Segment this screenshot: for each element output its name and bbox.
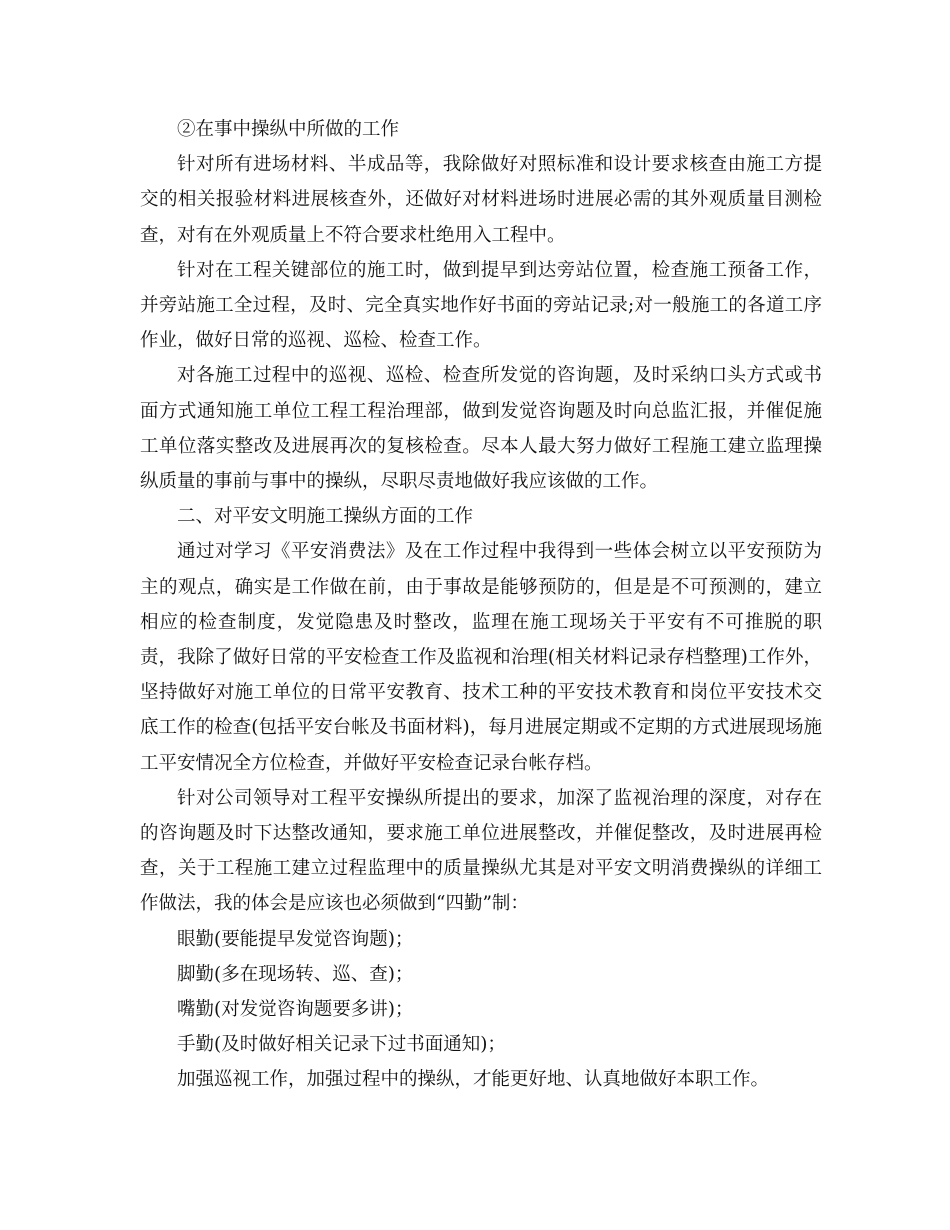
list-item-foot-diligence: 脚勤(多在现场转、巡、查)； [177,963,414,985]
paragraph-closing-statement: 加强巡视工作，加强过程中的操纵，才能更好地、认真地做好本职工作。 [177,1069,770,1091]
paragraph-materials-inspection: 针对所有进场材料、半成品等，我除做好对照标准和设计要求核查由施工方提交的相关报验材料进展核查外，还做好对材料进场时进展必需的其外观质量目测检查，对有在外观质量上不符合要求杜绝用入工程中。 [140,154,822,246]
list-item-mouth-diligence: 嘴勤(对发觉咨询题要多讲)； [177,999,414,1021]
paragraph-safety-law-study: 通过对学习《平安消费法》及在工作过程中我得到一些体会树立以平安预防为主的观点，确实是工作做在前，由于事故是能够预防的，但是是不可预测的，建立相应的检查制度，发觉隐患及时整改，监理在施工现场关于平安有不可推脱的职责，我除了做好日常的平安检查工作及监视和治理(相关材料记录存档整理)工作外，坚持做好对施工单位的日常平安教育、技术工种的平安技术教育和岗位平安技术交底工作的检查(包括平安台帐及书面材料)，每月进展定期或不定期的方式进展现场施工平安情况全方位检查，并做好平安检查记录台帐存档。 [140,541,822,774]
paragraph-leadership-requirements: 针对公司领导对工程平安操纵所提出的要求，加深了监视治理的深度，对存在的咨询题及时下达整改通知，要求施工单位进展整改，并催促整改，及时进展再检查，关于工程施工建立过程监理中的质量操纵尤其是对平安文明消费操纵的详细工作做法，我的体会是应该也必须做到“四勤”制： [140,787,822,915]
paragraph-key-parts-supervision: 针对在工程关键部位的施工时，做到提早到达旁站位置，检查施工预备工作，并旁站施工全过程，及时、完全真实地作好书面的旁站记录;对一般施工的各道工序作业，做好日常的巡视、巡检、检查工作。 [140,259,822,352]
section-heading-in-process-control: ②在事中操纵中所做的工作 [177,119,400,140]
list-item-eye-diligence: 眼勤(要能提早发觉咨询题)； [177,928,414,950]
document-body [140,112,822,1098]
paragraph-issue-notification: 对各施工过程中的巡视、巡检、检查所发觉的咨询题，及时采纳口头方式或书面方式通知施工单位工程工程治理部，做到发觉咨询题及时向总监汇报，并催促施工单位落实整改及进展再次的复核检查。尽本人最大努力做好工程施工建立监理操纵质量的事前与事中的操纵，尽职尽责地做好我应该做的工作。 [140,365,822,493]
section-heading-safety-control: 二、对平安文明施工操纵方面的工作 [177,506,474,528]
list-item-hand-diligence: 手勤(及时做好相关记录下过书面通知)； [177,1034,506,1056]
